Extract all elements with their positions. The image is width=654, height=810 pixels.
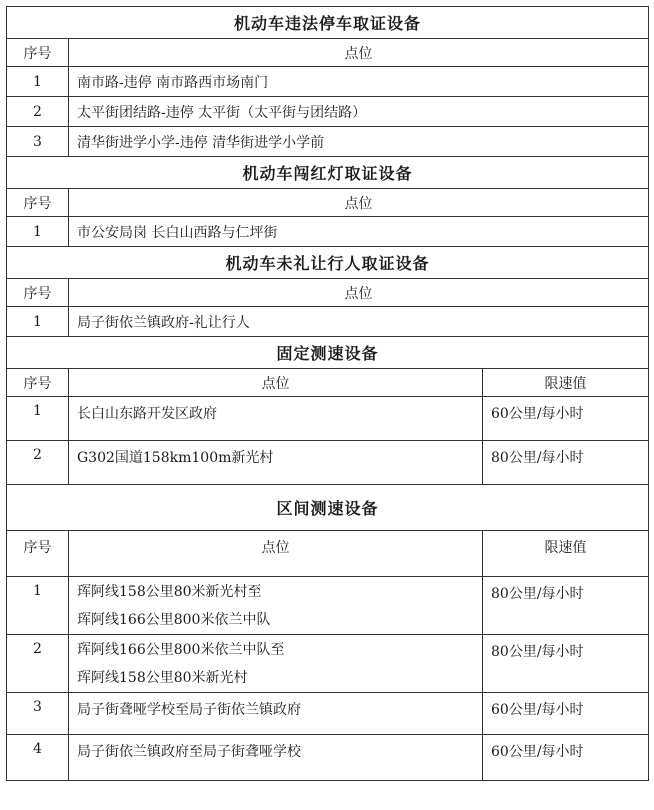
row-location (69, 635, 483, 693)
row-speed-limit: 60公里/每小时 (483, 397, 649, 441)
header-speed-limit: 限速值 (483, 369, 649, 397)
row-location: G302国道158km100m新光村 (69, 441, 483, 485)
table-row (7, 397, 649, 441)
header-row (7, 531, 649, 577)
row-location: 局子街依兰镇政府至局子街聋哑学校 (69, 735, 483, 781)
header-index: 序号 (7, 369, 69, 397)
header-index: 序号 (7, 279, 69, 307)
row-location: 市公安局岗 长白山西路与仁坪街 (69, 217, 649, 247)
table-row (7, 67, 649, 97)
row-index: 1 (7, 577, 69, 635)
row-index: 1 (7, 307, 69, 337)
row-index: 3 (7, 127, 69, 157)
location-line-2: 珲阿线158公里80米新光村 (77, 669, 248, 686)
header-row (7, 189, 649, 217)
table-row (7, 441, 649, 485)
header-row (7, 279, 649, 307)
row-speed-limit: 60公里/每小时 (483, 735, 649, 781)
row-location: 清华街进学小学-违停 清华街进学小学前 (69, 127, 649, 157)
section-title-row (7, 157, 649, 189)
row-index: 2 (7, 441, 69, 485)
section-title-row (7, 337, 649, 369)
row-location: 长白山东路开发区政府 (69, 397, 483, 441)
section-title-red-light: 机动车闯红灯取证设备 (7, 157, 649, 189)
section-title-parking: 机动车违法停车取证设备 (7, 7, 649, 39)
location-line-1: 珲阿线158公里80米新光村至 (77, 583, 262, 600)
table-row (7, 97, 649, 127)
header-index: 序号 (7, 531, 69, 577)
row-speed-limit: 80公里/每小时 (483, 635, 649, 693)
header-row (7, 39, 649, 67)
table-row (7, 635, 649, 693)
row-index: 1 (7, 67, 69, 97)
row-index: 1 (7, 217, 69, 247)
header-location: 点位 (69, 531, 483, 577)
traffic-device-document (6, 6, 648, 781)
table-row (7, 217, 649, 247)
row-index: 4 (7, 735, 69, 781)
row-location (69, 577, 483, 635)
table-row (7, 693, 649, 735)
table-row (7, 307, 649, 337)
row-location: 局子街依兰镇政府-礼让行人 (69, 307, 649, 337)
table-row (7, 735, 649, 781)
table-row (7, 577, 649, 635)
header-index: 序号 (7, 39, 69, 67)
header-location: 点位 (69, 369, 483, 397)
header-speed-limit: 限速值 (483, 531, 649, 577)
row-index: 1 (7, 397, 69, 441)
section-title-row (7, 247, 649, 279)
device-table (6, 6, 649, 781)
section-title-fixed-speed: 固定测速设备 (7, 337, 649, 369)
row-location: 局子街聋哑学校至局子街依兰镇政府 (69, 693, 483, 735)
row-index: 2 (7, 635, 69, 693)
header-index: 序号 (7, 189, 69, 217)
table-row (7, 127, 649, 157)
section-title-row (7, 7, 649, 39)
row-index: 3 (7, 693, 69, 735)
row-speed-limit: 80公里/每小时 (483, 577, 649, 635)
section-title-interval-speed: 区间测速设备 (7, 485, 649, 531)
header-location: 点位 (69, 189, 649, 217)
row-index: 2 (7, 97, 69, 127)
row-location: 太平街团结路-违停 太平街（太平街与团结路） (69, 97, 649, 127)
section-title-pedestrian: 机动车未礼让行人取证设备 (7, 247, 649, 279)
header-location: 点位 (69, 39, 649, 67)
location-line-2: 珲阿线166公里800米依兰中队 (77, 611, 271, 628)
section-title-row (7, 485, 649, 531)
header-row (7, 369, 649, 397)
row-location: 南市路-违停 南市路西市场南门 (69, 67, 649, 97)
row-speed-limit: 60公里/每小时 (483, 693, 649, 735)
location-line-1: 珲阿线166公里800米依兰中队至 (77, 641, 285, 658)
header-location: 点位 (69, 279, 649, 307)
row-speed-limit: 80公里/每小时 (483, 441, 649, 485)
